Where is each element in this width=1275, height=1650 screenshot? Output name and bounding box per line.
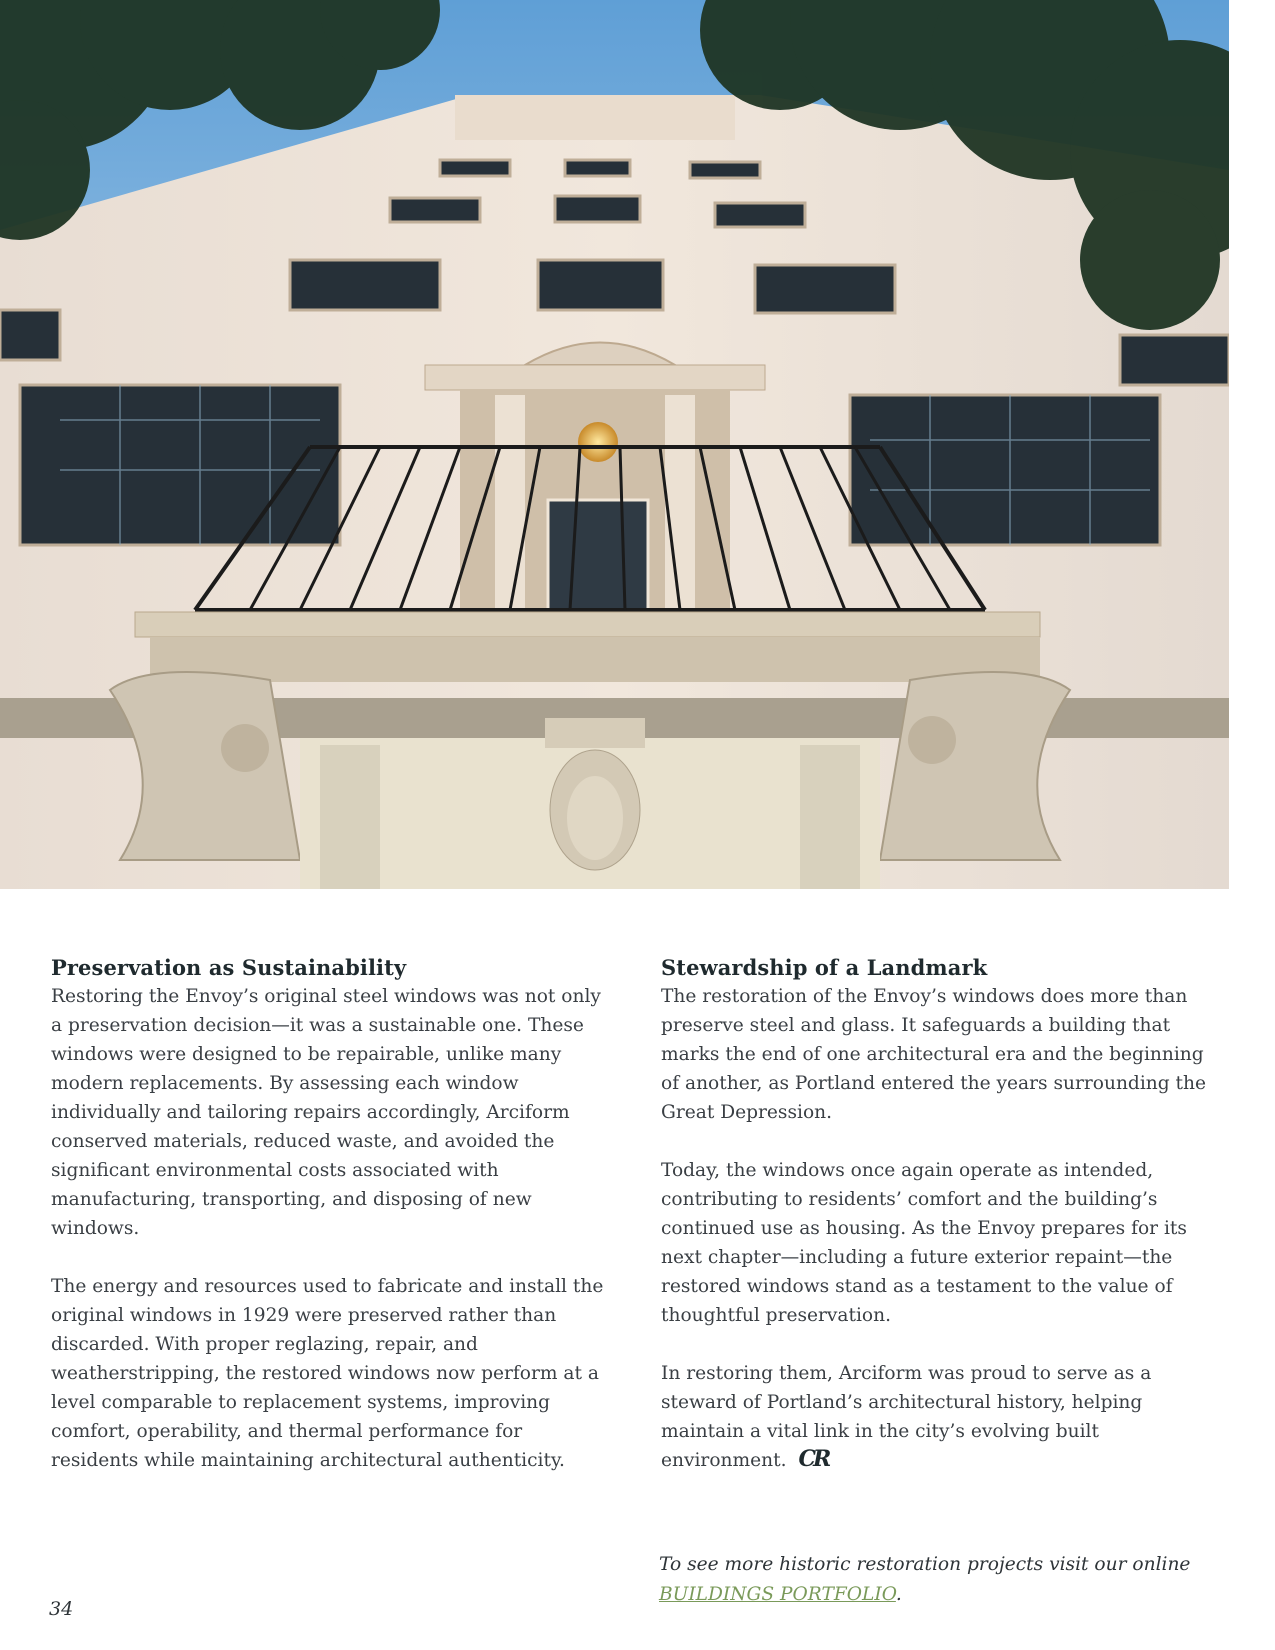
section-heading: Preservation as Sustainability (51, 955, 407, 980)
body-paragraph: Today, the windows once again operate as intended, contributing to residents’ comfort and the building’s continued use as housing. As the Envoy prepares for its next chapter—including a future exterior repaint—the restored windows stand as a testament to the value of thoughtful preservation. (661, 1160, 1187, 1326)
left-column (51, 954, 611, 1504)
section-heading: Stewardship of a Landmark (661, 955, 988, 980)
end-mark-icon: CR (798, 1446, 829, 1472)
promo-text: To see more historic restoration projects visit our online (659, 1554, 1191, 1575)
body-paragraph: The energy and resources used to fabricate and install the original windows in 1929 were preserved rather than discarded. With proper reglazing, repair, and weatherstripping, the restored windows now perform at a level comparable to replacement systems, improving comfort, operability, and thermal performance for residents while maintaining architectural authenticity. (51, 1276, 604, 1471)
body-paragraph: The restoration of the Envoy’s windows does more than preserve steel and glass. It safeguards a building that marks the end of one architectural era and the beginning of another, as Portland entered the years surrounding the Great Depression. (661, 986, 1207, 1123)
page-number: 34 (49, 1598, 74, 1620)
body-paragraph: Restoring the Envoy’s original steel windows was not only a preservation decision—it was a sustainable one. These windows were designed to be repairable, unlike many modern replacements. By assessing each window individually and tailoring repairs accordingly, Arciform conserved materials, reduced waste, and avoided the significant environmental costs associated with manufacturing, transporting, and disposing of new windows. (51, 986, 601, 1239)
right-column (661, 954, 1209, 1504)
buildings-portfolio-link[interactable]: BUILDINGS PORTFOLIO (659, 1584, 896, 1605)
promo-period: . (895, 1584, 902, 1605)
body-paragraph-text: In restoring them, Arciform was proud to serve as a steward of Portland’s architectural history, helping maintain a vital link in the city’s evolving built environment. (661, 1363, 1152, 1471)
body-paragraph-last (661, 1359, 1209, 1475)
portfolio-promo (659, 1550, 1219, 1610)
